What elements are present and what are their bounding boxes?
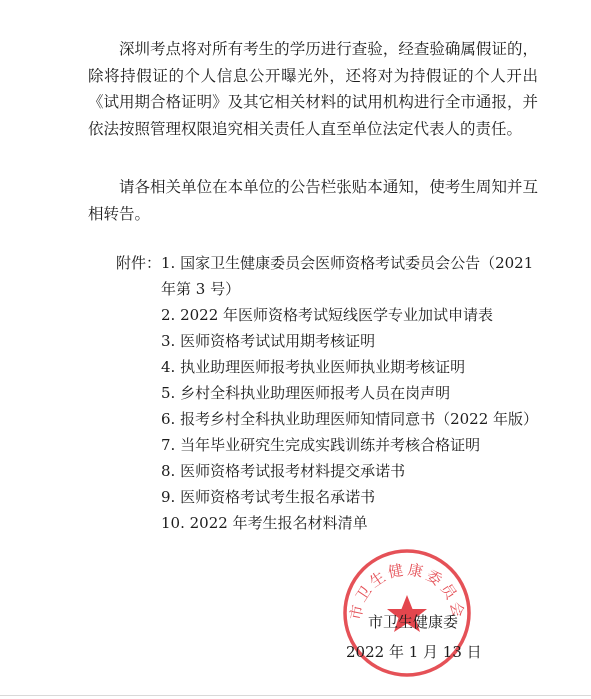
attachment-item-4: 4. 执业助理医师报考执业医师执业期考核证明 xyxy=(161,358,466,376)
attachment-item-6: 6. 报考乡村全科执业助理医师知情同意书（2022 年版） xyxy=(161,410,539,428)
seal-text: 市卫生健康委员会 xyxy=(346,560,468,622)
attachment-item-7: 7. 当年毕业研究生完成实践训练并考核合格证明 xyxy=(161,436,481,454)
attachment-item-8: 8. 医师资格考试报考材料提交承诺书 xyxy=(161,462,406,480)
attachment-item-10: 10. 2022 年考生报名材料清单 xyxy=(161,514,368,532)
attachments-list xyxy=(161,250,539,536)
attachment-item-2: 2. 2022 年医师资格考试短线医学专业加试申请表 xyxy=(161,306,494,324)
attachment-item-1: 1. 国家卫生健康委员会医师资格考试委员会公告（2021 年第 3 号） xyxy=(161,254,534,298)
attachments-label: 附件： xyxy=(116,254,162,272)
body-paragraph-verification: 深圳考点将对所有考生的学历进行查验，经查验确属假证的，除将持假证的个人信息公开曝光外，还将对为持假证的个人开出《试用期合格证明》及其它相关材料的试用机构进行全市通报，并依法按照管理权限追究相关责任人直至单位法定代表人的责任。 xyxy=(88,40,538,138)
issue-date: 2022 年 1 月 13 日 xyxy=(346,643,482,661)
body-paragraph-posting: 请各相关单位在本单位的公告栏张贴本通知，使考生周知并互相转告。 xyxy=(88,178,538,223)
attachment-item-5: 5. 乡村全科执业助理医师报考人员在岗声明 xyxy=(161,384,451,402)
attachment-item-9: 9. 医师资格考试考生报名承诺书 xyxy=(161,488,376,506)
page-bottom-divider xyxy=(0,695,591,696)
attachment-item-3: 3. 医师资格考试试用期考核证明 xyxy=(161,332,376,350)
issuing-organization: 市卫生健康委 xyxy=(368,613,459,631)
